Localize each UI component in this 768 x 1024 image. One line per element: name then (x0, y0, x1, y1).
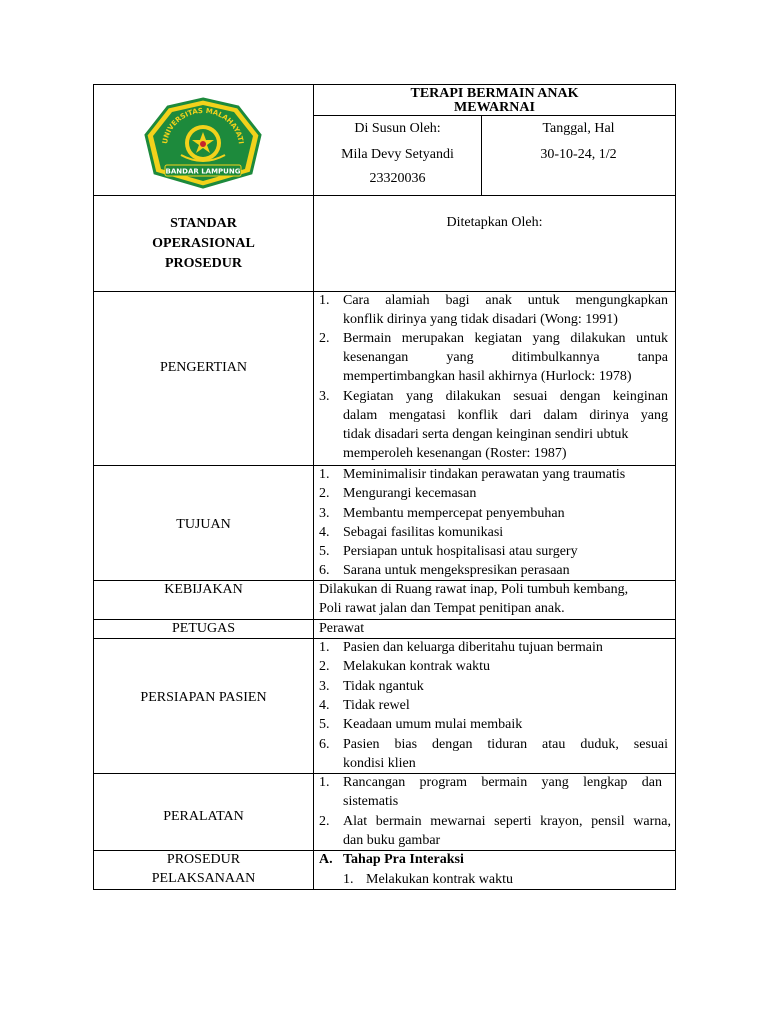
list-item-line: memperoleh kesenangan (Roster: 1987) (343, 446, 567, 461)
list-marker: 2. (319, 659, 330, 674)
approved-label: Ditetapkan Oleh: (446, 215, 543, 230)
list-marker: 6. (319, 563, 330, 578)
list-marker: 5. (319, 717, 330, 732)
list-marker: 3. (319, 679, 330, 694)
list-item-line: dalam mengatasi konflik dari dalam dirinya yang (343, 408, 668, 423)
university-logo (143, 95, 263, 190)
author-label: Di Susun Oleh: (354, 121, 441, 136)
list-marker: 4. (319, 698, 330, 713)
list-item: Melakukan kontrak waktu (343, 659, 490, 674)
section-marker: A. (319, 852, 333, 867)
list-item: Mengurangi kecemasan (343, 486, 477, 501)
date-label: Tanggal, Hal (542, 121, 615, 136)
list-item: Tidak ngantuk (343, 679, 424, 694)
list-marker: 5. (319, 544, 330, 559)
list-marker: 4. (319, 525, 330, 540)
list-item-line: konflik dirinya yang tidak disadari (Wong: 1991) (343, 312, 618, 327)
list-item: Meminimalisir tindakan perawatan yang traumatis (343, 467, 626, 482)
sop-title-line3: PROSEDUR (164, 256, 242, 271)
list-marker: 2. (319, 486, 330, 501)
doc-title-line2: MEWARNAI (454, 100, 535, 115)
logo-red-dot (200, 141, 206, 147)
author-name: Mila Devy Setyandi (341, 147, 454, 162)
list-item: Pasien dan keluarga diberitahu tujuan bermain (343, 640, 603, 655)
pengertian-label: PENGERTIAN (159, 360, 248, 375)
list-marker: 6. (319, 737, 330, 752)
list-item: Keadaan umum mulai membaik (343, 717, 523, 732)
list-item-line: mempertimbangkan hasil akhirnya (Hurlock: 1978) (343, 369, 632, 384)
kebijakan-label: KEBIJAKAN (164, 582, 243, 597)
list-marker: 1. (319, 467, 330, 482)
tujuan-label: TUJUAN (176, 517, 231, 532)
petugas-label: PETUGAS (171, 621, 235, 636)
list-item-line: Bermain merupakan kegiatan yang dilakukan untuk (343, 331, 668, 346)
sop-title-line2: OPERASIONAL (152, 236, 255, 251)
date-value: 30-10-24, 1/2 (540, 147, 617, 162)
list-item-line: sistematis (343, 794, 399, 809)
kebijakan-text-line2: Poli rawat jalan dan Tempat penitipan anak. (319, 601, 565, 616)
list-item: Sebagai fasilitas komunikasi (343, 525, 504, 540)
list-marker: 2. (319, 331, 330, 346)
sop-title-line1: STANDAR (170, 216, 237, 231)
prosedur-label-line2: PELAKSANAAN (151, 871, 256, 886)
list-item: Pasien bias dengan tiduran atau duduk, sesuai (343, 737, 668, 752)
list-item: Tidak rewel (343, 698, 410, 713)
logo-banner-text: BANDAR LAMPUNG (165, 167, 241, 176)
list-item: Persiapan untuk hospitalisasi atau surgery (343, 544, 578, 559)
section-title: Tahap Pra Interaksi (343, 852, 464, 867)
kebijakan-text-line1: Dilakukan di Ruang rawat inap, Poli tumbuh kembang, (319, 582, 629, 597)
list-marker: 3. (319, 506, 330, 521)
petugas-value: Perawat (319, 621, 365, 636)
step-marker: 1. (343, 872, 354, 887)
list-item-line: kondisi klien (343, 756, 416, 771)
persiapan-label: PERSIAPAN PASIEN (140, 690, 267, 705)
list-item-line: Cara alamiah bagi anak untuk mengungkapkan (343, 293, 668, 308)
list-marker: 1. (319, 640, 330, 655)
list-item-line: tidak disadari serta dengan keinginan sendiri ubtuk (343, 427, 629, 442)
list-marker: 2. (319, 814, 330, 829)
list-item: Alat bermain mewarnai seperti krayon, pensil warna, (343, 814, 671, 829)
list-marker: 1. (319, 775, 330, 790)
list-item-line: dan buku gambar (343, 833, 441, 848)
list-marker: 1. (319, 293, 330, 308)
step-text: Melakukan kontrak waktu (366, 872, 513, 887)
prosedur-label-line1: PROSEDUR (166, 852, 241, 867)
list-item-line: kesenangan yang ditimbulkannya tanpa (343, 350, 668, 365)
list-item: Sarana untuk mengekspresikan perasaan (343, 563, 570, 578)
author-id: 23320036 (369, 171, 426, 186)
list-item-line: Kegiatan yang dilakukan sesuai dengan keinginan (343, 389, 668, 404)
list-item: Rancangan program bermain yang lengkap dan (343, 775, 662, 790)
peralatan-label: PERALATAN (163, 809, 244, 824)
list-item: Membantu mempercepat penyembuhan (343, 506, 565, 521)
list-marker: 3. (319, 389, 330, 404)
doc-title-line1: TERAPI BERMAIN ANAK (410, 86, 579, 101)
logo-arc-text: UNIVERSITAS MALAHAYATI (161, 106, 245, 145)
